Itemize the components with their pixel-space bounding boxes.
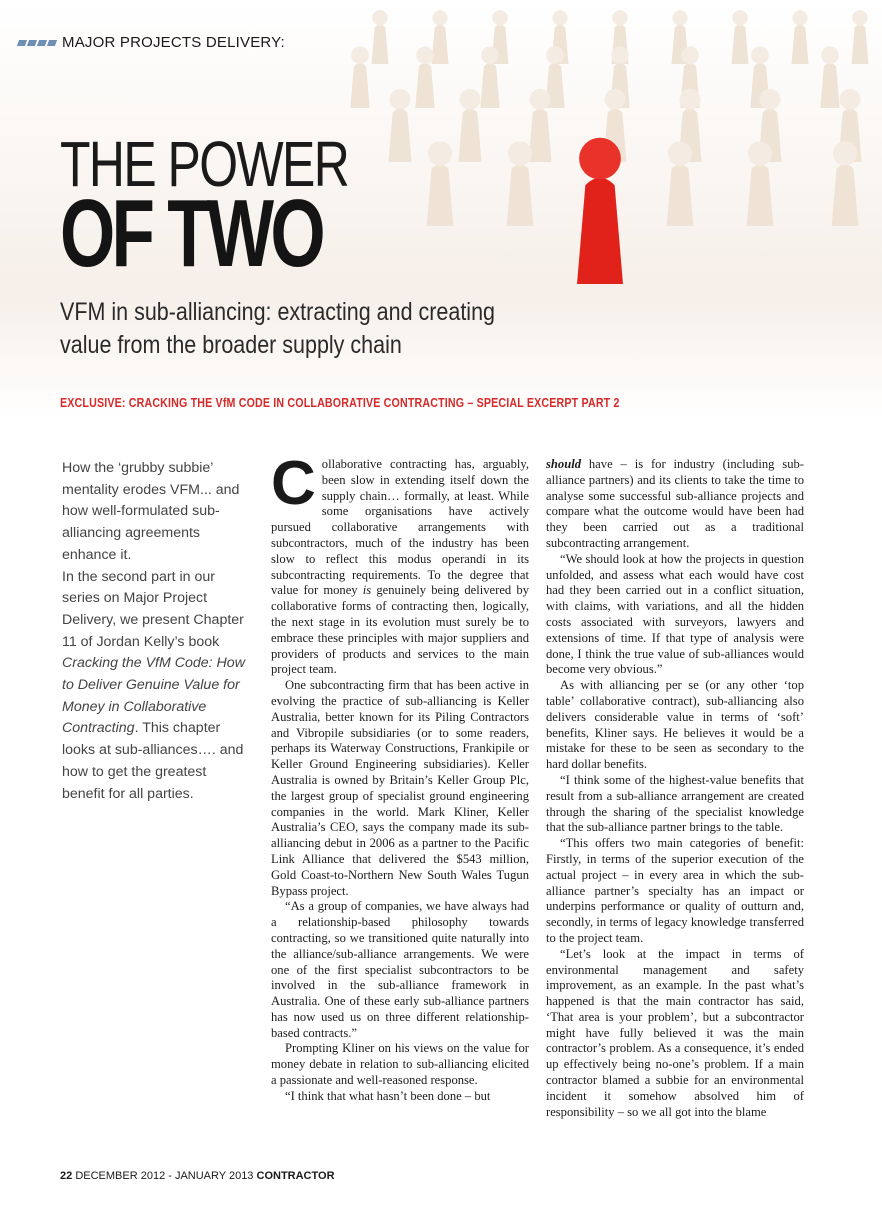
paragraph: Collaborative contracting has, arguably, been slow in extending itself down the supply chain… formally, at least. While some organisations have actively pursued collaborative arrangements with subcontractors, much of the industry has been slow to reflect this modus operandi in its subcontracting requirements. To the degree that value for money is genuinely being delivered by collaborative forms of contracting then, logically, the next stage in its evolution must surely be to embrace these principles with major suppliers and providers of products and services to the main project team. (271, 449, 529, 677)
paragraph: “I think some of the highest-value benefits that result from a sub-alliance arrangement are created through the sharing of the specialist knowledge that the sub-alliance partner brings to the table. (546, 772, 804, 835)
issue-date: DECEMBER 2012 - JANUARY 2013 (75, 1170, 254, 1182)
sidebar-body-start: In the second part in our series on Major Project Delivery, we present Chapter 11 of Jordan Kelly’s book (62, 568, 244, 650)
sidebar-lead: How the ‘grubby subbie’ mentality erodes VFM... and how well-formulated sub-alliancing agreements enhance it. (62, 460, 240, 563)
red-figure (577, 138, 623, 284)
article-column-2 (546, 457, 804, 1120)
paragraph: “As a group of companies, we have always had a relationship-based philosophy towards contracting, so we transitioned quite naturally into the alliance/sub-alliance arrangements. We were one of the first specialist subcontractors to be involved in the sub-alliance framework in Australia. One of these early sub-alliance partners has now used us on three different relationship-based contracts.” (271, 899, 529, 1040)
paragraph: Prompting Kliner on his views on the value for money debate in relation to sub-alliancing elicited a passionate and well-reasoned response. (271, 1041, 529, 1088)
sidebar-body (62, 567, 252, 806)
cream-figure (792, 10, 809, 64)
paragraph: “Let’s look at the impact in terms of environmental management and safety improvement, as an example. In the past what’s happened is that the main contractor has said, ‘That area is your problem’, but a subcontractor might have fully believed it was the main contractor’s problem. As a consequence, it’s ended up effectively being no-one’s problem. If a main contractor blamed a subbie for an environmental incident it somehow absolved him of responsibility – so we all got into the blame (546, 946, 804, 1119)
magazine-name: CONTRACTOR (256, 1170, 335, 1182)
cream-figure (372, 10, 389, 64)
page-footer (60, 1170, 335, 1182)
cream-figure (747, 141, 774, 226)
cream-figure (415, 46, 434, 108)
paragraph: As with alliancing per se (or any other ‘top table’ collaborative contract), sub-alliancing also delivers considerable value in terms of ‘soft’ benefits, Kliner says. He believes it would be a mistake for these to be seen as secondary to the hard dollar benefits. (546, 678, 804, 772)
drop-cap: C (271, 449, 316, 518)
cream-figure (350, 46, 369, 108)
headline-line-2: OF TWO (60, 180, 322, 287)
page-number: 22 (60, 1170, 73, 1182)
paragraph: should have – is for industry (including sub-alliance partners) and its clients to take the time to analyse some successful sub-alliance projects and compare what the outcome would have been had they been carried out as a traditional subcontracting arrangement. (546, 457, 804, 550)
cream-figure (459, 89, 482, 162)
paragraph: “We should look at how the projects in question unfolded, and assess what each would have cost had they been carried out in a conflict situation, with claims, with variations, and all the hidden costs associated with surveyors, lawyers and extensions of time. If that type of analysis were done, I think the true value of sub-alliances would become very obvious.” (546, 551, 804, 677)
cream-figure (529, 89, 552, 162)
article-column-1 (271, 449, 529, 1105)
emphasis: is (362, 583, 372, 598)
cream-figure (832, 141, 859, 226)
sidebar-body-end: . This chapter looks at sub-alliances…. and how to get the greatest benefit for all parties. (62, 720, 244, 802)
paragraph: “This offers two main categories of benefit: Firstly, in terms of the superior execution of the actual project – in every area in which the sub-alliance partner’s specialty has an impact or underpins performance or quality of outturn and, secondly, in terms of legacy knowledge transferred to the project team. (546, 836, 804, 945)
sidebar-intro (62, 458, 252, 805)
cream-figure (732, 10, 749, 64)
emphasis: should (546, 457, 582, 471)
cream-figure (667, 141, 694, 226)
cream-figure (820, 46, 839, 108)
cream-figure (389, 89, 412, 162)
section-kicker (18, 34, 285, 51)
cream-figure (480, 46, 499, 108)
headline-line-1: THE POWER (60, 128, 349, 200)
exclusive-banner: EXCLUSIVE: CRACKING THE VfM CODE IN COLLABORATIVE CONTRACTING – SPECIAL EXCERPT PART 2 (60, 395, 620, 410)
book-title: Cracking the VfM Code: How to Deliver Genuine Value for Money in Collaborative Contracting (62, 655, 245, 737)
cream-figure (427, 141, 454, 226)
paragraph: “I think that what hasn’t been done – but (285, 1088, 491, 1103)
standfirst: VFM in sub-alliancing: extracting and creating value from the broader supply chain (60, 298, 495, 359)
paragraph: One subcontracting firm that has been active in evolving the practice of sub-alliancing is Keller Australia, better known for its Piling Contractors and Vibropile subsidiaries (or to some readers, perhaps its Waterway Constructions, Frankipile or Keller Ground Engineering subsidiaries). Keller Australia is owned by Britain’s Keller Group Plc, the largest group of specialist ground engineering companies in the world. Mark Kliner, Keller Australia’s CEO, says the company made its sub-alliancing debut in 2006 as a partner to the Pacific Link Alliance that delivered the $543 million, Gold Coast-to-Northern New South Wales Tugun Bypass project. (271, 678, 529, 898)
cream-figure (507, 141, 534, 226)
kicker-bars-icon (18, 40, 56, 46)
cream-figure (852, 10, 869, 64)
cream-figure (432, 10, 449, 64)
kicker-label: MAJOR PROJECTS DELIVERY: (62, 34, 285, 51)
